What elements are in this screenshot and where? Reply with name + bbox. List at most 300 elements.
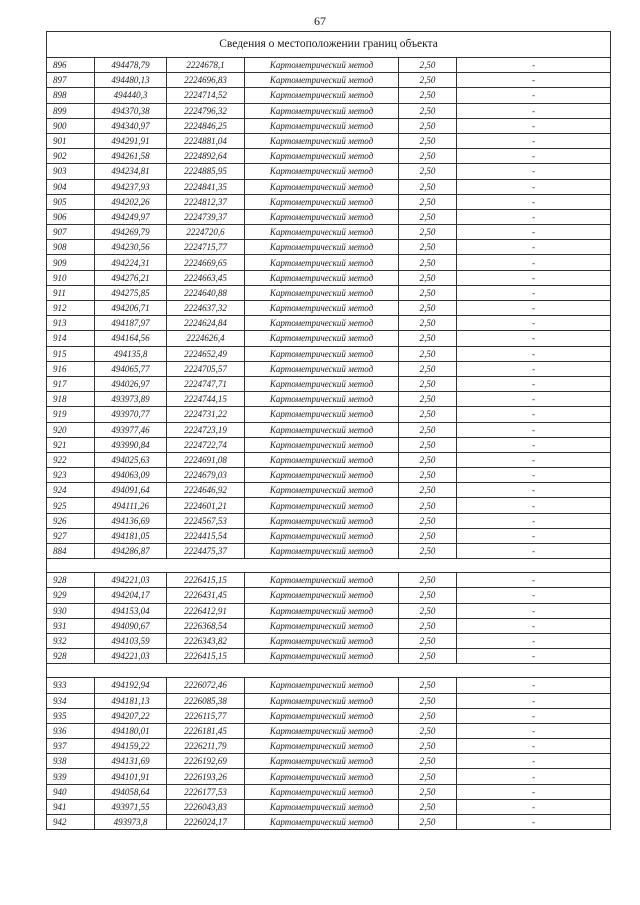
cell-method: Картометрический метод: [245, 179, 399, 194]
cell-precision: 2,50: [399, 194, 457, 209]
table-row: [47, 103, 611, 118]
cell-point-number: 928: [47, 649, 95, 664]
table-row: [47, 649, 611, 664]
table-title-row: [47, 32, 611, 58]
cell-description: -: [457, 815, 611, 830]
table-row: [47, 452, 611, 467]
cell-method: Картометрический метод: [245, 225, 399, 240]
cell-precision: 2,50: [399, 693, 457, 708]
cell-point-number: 909: [47, 255, 95, 270]
cell-point-number: 933: [47, 678, 95, 693]
cell-coord-y: 2224691,08: [167, 452, 245, 467]
cell-point-number: 905: [47, 194, 95, 209]
cell-coord-y: 2224747,71: [167, 376, 245, 391]
cell-coord-x: 494204,17: [95, 588, 167, 603]
cell-description: -: [457, 194, 611, 209]
cell-method: Картометрический метод: [245, 437, 399, 452]
cell-precision: 2,50: [399, 346, 457, 361]
cell-coord-x: 494206,71: [95, 301, 167, 316]
cell-coord-x: 494058,64: [95, 784, 167, 799]
cell-coord-x: 494224,31: [95, 255, 167, 270]
cell-coord-y: 2224892,64: [167, 149, 245, 164]
table-row: [47, 528, 611, 543]
table-row: [47, 603, 611, 618]
cell-method: Картометрический метод: [245, 346, 399, 361]
cell-precision: 2,50: [399, 513, 457, 528]
cell-description: -: [457, 708, 611, 723]
table-row: [47, 285, 611, 300]
cell-coord-y: 2224624,84: [167, 316, 245, 331]
cell-precision: 2,50: [399, 376, 457, 391]
cell-coord-x: 494370,38: [95, 103, 167, 118]
cell-description: -: [457, 754, 611, 769]
cell-precision: 2,50: [399, 361, 457, 376]
cell-method: Картометрический метод: [245, 799, 399, 814]
cell-coord-y: 2224646,92: [167, 483, 245, 498]
cell-coord-x: 494237,93: [95, 179, 167, 194]
cell-method: Картометрический метод: [245, 376, 399, 391]
cell-precision: 2,50: [399, 544, 457, 559]
cell-coord-x: 494135,8: [95, 346, 167, 361]
cell-description: -: [457, 422, 611, 437]
cell-precision: 2,50: [399, 316, 457, 331]
cell-method: Картометрический метод: [245, 270, 399, 285]
cell-point-number: 936: [47, 723, 95, 738]
cell-point-number: 910: [47, 270, 95, 285]
cell-description: -: [457, 784, 611, 799]
cell-coord-y: 2224696,83: [167, 73, 245, 88]
cell-coord-y: 2224652,49: [167, 346, 245, 361]
cell-method: Картометрический метод: [245, 544, 399, 559]
cell-description: -: [457, 392, 611, 407]
cell-coord-y: 2224415,54: [167, 528, 245, 543]
cell-precision: 2,50: [399, 815, 457, 830]
cell-point-number: 926: [47, 513, 95, 528]
cell-description: -: [457, 544, 611, 559]
cell-precision: 2,50: [399, 240, 457, 255]
table-row: [47, 58, 611, 73]
cell-coord-y: 2224881,04: [167, 133, 245, 148]
cell-precision: 2,50: [399, 799, 457, 814]
cell-point-number: 929: [47, 588, 95, 603]
cell-description: -: [457, 588, 611, 603]
cell-coord-y: 2224669,65: [167, 255, 245, 270]
cell-point-number: 930: [47, 603, 95, 618]
group-separator-cell: [47, 559, 611, 573]
table-row: [47, 88, 611, 103]
cell-coord-x: 493970,77: [95, 407, 167, 422]
cell-coord-y: 2226343,82: [167, 633, 245, 648]
cell-precision: 2,50: [399, 468, 457, 483]
cell-precision: 2,50: [399, 270, 457, 285]
cell-point-number: 900: [47, 118, 95, 133]
cell-point-number: 934: [47, 693, 95, 708]
cell-precision: 2,50: [399, 88, 457, 103]
cell-coord-y: 2224744,15: [167, 392, 245, 407]
cell-point-number: 901: [47, 133, 95, 148]
cell-coord-y: 2226181,45: [167, 723, 245, 738]
boundary-coordinates-table: [46, 31, 611, 830]
table-row: [47, 708, 611, 723]
cell-precision: 2,50: [399, 103, 457, 118]
cell-coord-x: 494025,63: [95, 452, 167, 467]
cell-description: -: [457, 649, 611, 664]
cell-point-number: 896: [47, 58, 95, 73]
cell-coord-x: 494221,03: [95, 573, 167, 588]
cell-coord-y: 2226211,79: [167, 739, 245, 754]
cell-coord-y: 2224715,77: [167, 240, 245, 255]
cell-coord-y: 2224812,37: [167, 194, 245, 209]
cell-point-number: 932: [47, 633, 95, 648]
cell-point-number: 941: [47, 799, 95, 814]
cell-method: Картометрический метод: [245, 285, 399, 300]
cell-coord-y: 2226024,17: [167, 815, 245, 830]
table-row: [47, 194, 611, 209]
cell-coord-y: 2224640,88: [167, 285, 245, 300]
table-row: [47, 361, 611, 376]
cell-coord-y: 2226115,77: [167, 708, 245, 723]
cell-precision: 2,50: [399, 739, 457, 754]
cell-description: -: [457, 225, 611, 240]
cell-point-number: 912: [47, 301, 95, 316]
cell-description: -: [457, 513, 611, 528]
cell-description: -: [457, 149, 611, 164]
table-title: Сведения о местоположении границ объекта: [47, 32, 611, 58]
cell-point-number: 939: [47, 769, 95, 784]
cell-coord-x: 494131,69: [95, 754, 167, 769]
table-row: [47, 498, 611, 513]
cell-coord-x: 494234,81: [95, 164, 167, 179]
cell-method: Картометрический метод: [245, 603, 399, 618]
cell-precision: 2,50: [399, 255, 457, 270]
cell-coord-x: 494202,26: [95, 194, 167, 209]
cell-coord-x: 494440,3: [95, 88, 167, 103]
table-row: [47, 513, 611, 528]
cell-description: -: [457, 179, 611, 194]
cell-method: Картометрический метод: [245, 88, 399, 103]
table-row: [47, 209, 611, 224]
cell-description: -: [457, 769, 611, 784]
table-row: [47, 739, 611, 754]
cell-coord-x: 494261,58: [95, 149, 167, 164]
cell-coord-y: 2224885,95: [167, 164, 245, 179]
cell-method: Картометрический метод: [245, 407, 399, 422]
cell-coord-y: 2226415,15: [167, 649, 245, 664]
cell-precision: 2,50: [399, 225, 457, 240]
cell-precision: 2,50: [399, 301, 457, 316]
cell-coord-x: 494276,21: [95, 270, 167, 285]
cell-method: Картометрический метод: [245, 468, 399, 483]
cell-coord-x: 494063,09: [95, 468, 167, 483]
cell-description: -: [457, 103, 611, 118]
table-row: [47, 346, 611, 361]
cell-precision: 2,50: [399, 437, 457, 452]
cell-coord-y: 2224731,22: [167, 407, 245, 422]
table-row: [47, 407, 611, 422]
cell-coord-y: 2224846,25: [167, 118, 245, 133]
cell-coord-y: 2226085,38: [167, 693, 245, 708]
cell-method: Картометрический метод: [245, 678, 399, 693]
cell-point-number: 931: [47, 618, 95, 633]
cell-point-number: 918: [47, 392, 95, 407]
table-row: [47, 573, 611, 588]
cell-description: -: [457, 799, 611, 814]
cell-precision: 2,50: [399, 588, 457, 603]
cell-method: Картометрический метод: [245, 103, 399, 118]
cell-coord-x: 494159,22: [95, 739, 167, 754]
cell-point-number: 940: [47, 784, 95, 799]
cell-method: Картометрический метод: [245, 194, 399, 209]
cell-coord-y: 2224663,45: [167, 270, 245, 285]
cell-precision: 2,50: [399, 392, 457, 407]
table-row: [47, 316, 611, 331]
cell-precision: 2,50: [399, 452, 457, 467]
table-row: [47, 784, 611, 799]
table-row: [47, 618, 611, 633]
cell-coord-y: 2224637,32: [167, 301, 245, 316]
cell-method: Картометрический метод: [245, 133, 399, 148]
cell-coord-y: 2224601,21: [167, 498, 245, 513]
cell-coord-y: 2224796,32: [167, 103, 245, 118]
cell-method: Картометрический метод: [245, 528, 399, 543]
cell-description: -: [457, 573, 611, 588]
cell-coord-y: 2224678,1: [167, 58, 245, 73]
cell-precision: 2,50: [399, 285, 457, 300]
cell-coord-x: 494478,79: [95, 58, 167, 73]
table-row: [47, 179, 611, 194]
table-row: [47, 815, 611, 830]
cell-point-number: 928: [47, 573, 95, 588]
cell-coord-x: 494111,26: [95, 498, 167, 513]
cell-method: Картометрический метод: [245, 392, 399, 407]
cell-coord-x: 494192,94: [95, 678, 167, 693]
cell-point-number: 917: [47, 376, 95, 391]
table-row: [47, 225, 611, 240]
cell-method: Картометрический метод: [245, 361, 399, 376]
cell-method: Картометрический метод: [245, 633, 399, 648]
cell-coord-y: 2224475,37: [167, 544, 245, 559]
cell-coord-x: 494181,13: [95, 693, 167, 708]
cell-description: -: [457, 468, 611, 483]
cell-method: Картометрический метод: [245, 693, 399, 708]
cell-point-number: 937: [47, 739, 95, 754]
cell-point-number: 903: [47, 164, 95, 179]
cell-method: Картометрический метод: [245, 452, 399, 467]
cell-precision: 2,50: [399, 149, 457, 164]
cell-description: -: [457, 164, 611, 179]
cell-coord-x: 493971,55: [95, 799, 167, 814]
cell-method: Картометрический метод: [245, 498, 399, 513]
cell-coord-x: 494249,97: [95, 209, 167, 224]
cell-point-number: 907: [47, 225, 95, 240]
cell-description: -: [457, 133, 611, 148]
cell-coord-x: 494275,85: [95, 285, 167, 300]
cell-coord-y: 2226043,83: [167, 799, 245, 814]
cell-precision: 2,50: [399, 769, 457, 784]
cell-precision: 2,50: [399, 58, 457, 73]
cell-point-number: 899: [47, 103, 95, 118]
cell-precision: 2,50: [399, 422, 457, 437]
table-row: [47, 255, 611, 270]
cell-coord-x: 494269,79: [95, 225, 167, 240]
cell-method: Картометрический метод: [245, 483, 399, 498]
cell-coord-y: 2226415,15: [167, 573, 245, 588]
table-row: [47, 149, 611, 164]
cell-description: -: [457, 452, 611, 467]
cell-method: Картометрический метод: [245, 649, 399, 664]
table-row: [47, 301, 611, 316]
cell-precision: 2,50: [399, 754, 457, 769]
cell-coord-y: 2224705,57: [167, 361, 245, 376]
cell-coord-y: 2224739,37: [167, 209, 245, 224]
cell-description: -: [457, 316, 611, 331]
table-row: [47, 468, 611, 483]
cell-description: -: [457, 209, 611, 224]
table-row: [47, 588, 611, 603]
cell-coord-x: 494480,13: [95, 73, 167, 88]
table-row: [47, 240, 611, 255]
table-row: [47, 164, 611, 179]
cell-coord-x: 494230,56: [95, 240, 167, 255]
cell-method: Картометрический метод: [245, 73, 399, 88]
cell-description: -: [457, 407, 611, 422]
cell-coord-x: 494181,05: [95, 528, 167, 543]
cell-coord-x: 493990,84: [95, 437, 167, 452]
cell-description: -: [457, 361, 611, 376]
cell-point-number: 927: [47, 528, 95, 543]
cell-method: Картометрический метод: [245, 316, 399, 331]
table-row: [47, 754, 611, 769]
cell-description: -: [457, 270, 611, 285]
cell-precision: 2,50: [399, 784, 457, 799]
cell-method: Картометрический метод: [245, 708, 399, 723]
cell-method: Картометрический метод: [245, 422, 399, 437]
cell-coord-x: 494091,64: [95, 483, 167, 498]
cell-method: Картометрический метод: [245, 618, 399, 633]
cell-coord-x: 494103,59: [95, 633, 167, 648]
cell-method: Картометрический метод: [245, 331, 399, 346]
cell-coord-x: 494207,22: [95, 708, 167, 723]
cell-coord-x: 493973,8: [95, 815, 167, 830]
group-separator-cell: [47, 664, 611, 678]
boundary-table-container: [46, 31, 610, 830]
cell-description: -: [457, 528, 611, 543]
cell-point-number: 942: [47, 815, 95, 830]
cell-coord-x: 494286,87: [95, 544, 167, 559]
cell-method: Картометрический метод: [245, 240, 399, 255]
cell-coord-x: 494026,97: [95, 376, 167, 391]
cell-precision: 2,50: [399, 573, 457, 588]
cell-description: -: [457, 618, 611, 633]
cell-point-number: 915: [47, 346, 95, 361]
cell-description: -: [457, 693, 611, 708]
table-row: [47, 544, 611, 559]
cell-precision: 2,50: [399, 618, 457, 633]
cell-coord-x: 494090,67: [95, 618, 167, 633]
cell-point-number: 914: [47, 331, 95, 346]
table-row: [47, 376, 611, 391]
cell-point-number: 908: [47, 240, 95, 255]
cell-description: -: [457, 739, 611, 754]
cell-description: -: [457, 88, 611, 103]
cell-precision: 2,50: [399, 708, 457, 723]
cell-point-number: 938: [47, 754, 95, 769]
table-row: [47, 678, 611, 693]
table-row: [47, 118, 611, 133]
cell-point-number: 923: [47, 468, 95, 483]
cell-coord-x: 494221,03: [95, 649, 167, 664]
cell-coord-y: 2224626,4: [167, 331, 245, 346]
cell-precision: 2,50: [399, 603, 457, 618]
cell-method: Картометрический метод: [245, 815, 399, 830]
cell-method: Картометрический метод: [245, 164, 399, 179]
cell-description: -: [457, 678, 611, 693]
cell-coord-y: 2226072,46: [167, 678, 245, 693]
cell-description: -: [457, 240, 611, 255]
cell-point-number: 924: [47, 483, 95, 498]
cell-coord-x: 494291,91: [95, 133, 167, 148]
cell-coord-x: 494340,97: [95, 118, 167, 133]
cell-precision: 2,50: [399, 133, 457, 148]
cell-method: Картометрический метод: [245, 573, 399, 588]
cell-precision: 2,50: [399, 528, 457, 543]
cell-description: -: [457, 118, 611, 133]
cell-precision: 2,50: [399, 483, 457, 498]
table-row: [47, 392, 611, 407]
cell-precision: 2,50: [399, 649, 457, 664]
cell-coord-x: 494101,91: [95, 769, 167, 784]
cell-point-number: 925: [47, 498, 95, 513]
cell-point-number: 922: [47, 452, 95, 467]
cell-point-number: 898: [47, 88, 95, 103]
table-row: [47, 422, 611, 437]
cell-coord-y: 2224723,19: [167, 422, 245, 437]
table-row: [47, 270, 611, 285]
cell-point-number: 921: [47, 437, 95, 452]
cell-description: -: [457, 723, 611, 738]
cell-method: Картометрический метод: [245, 301, 399, 316]
cell-coord-x: 493977,46: [95, 422, 167, 437]
cell-description: -: [457, 376, 611, 391]
cell-coord-y: 2226193,26: [167, 769, 245, 784]
cell-precision: 2,50: [399, 498, 457, 513]
cell-precision: 2,50: [399, 179, 457, 194]
cell-method: Картометрический метод: [245, 588, 399, 603]
cell-method: Картометрический метод: [245, 739, 399, 754]
cell-method: Картометрический метод: [245, 149, 399, 164]
cell-method: Картометрический метод: [245, 784, 399, 799]
cell-method: Картометрический метод: [245, 118, 399, 133]
cell-point-number: 904: [47, 179, 95, 194]
cell-coord-y: 2226431,45: [167, 588, 245, 603]
cell-precision: 2,50: [399, 118, 457, 133]
group-separator-row: [47, 559, 611, 573]
cell-precision: 2,50: [399, 331, 457, 346]
cell-point-number: 906: [47, 209, 95, 224]
cell-point-number: 919: [47, 407, 95, 422]
cell-precision: 2,50: [399, 678, 457, 693]
table-row: [47, 331, 611, 346]
cell-precision: 2,50: [399, 633, 457, 648]
cell-description: -: [457, 346, 611, 361]
cell-description: -: [457, 301, 611, 316]
table-row: [47, 437, 611, 452]
cell-description: -: [457, 285, 611, 300]
cell-point-number: 884: [47, 544, 95, 559]
cell-coord-y: 2224722,74: [167, 437, 245, 452]
cell-coord-x: 494180,01: [95, 723, 167, 738]
cell-coord-x: 494153,04: [95, 603, 167, 618]
